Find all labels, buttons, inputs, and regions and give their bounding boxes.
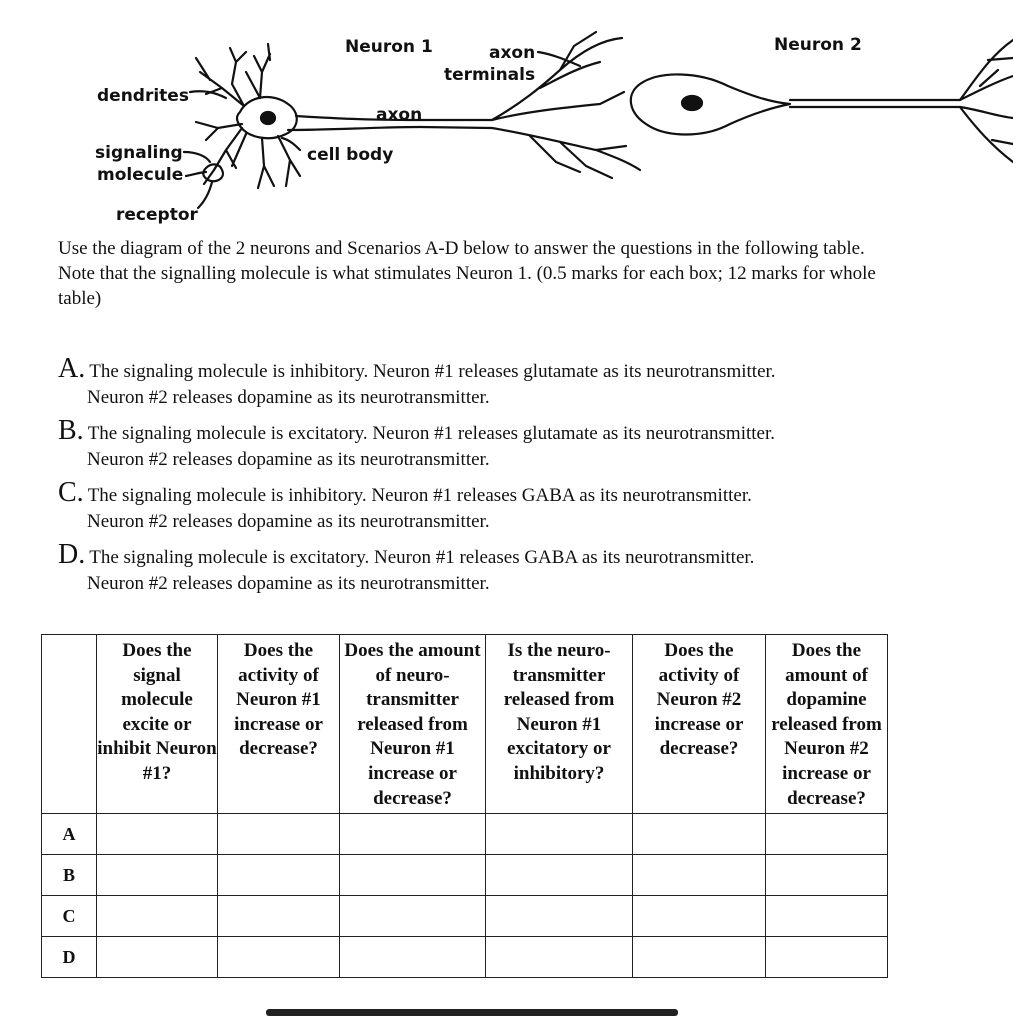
row-label-b: B: [42, 855, 97, 896]
leader-signaling: [184, 152, 210, 176]
header-signal-molecule: Does the signal molecule excite or inhibit Neuron #1?: [97, 635, 218, 814]
answer-cell[interactable]: [218, 896, 340, 937]
scenario-line: Neuron #2 releases dopamine as its neurotransmitter.: [87, 573, 490, 594]
table-row: [42, 896, 888, 937]
answer-cell[interactable]: [97, 937, 218, 978]
neuron2-cell-body: [631, 74, 790, 134]
table-header-row: [42, 635, 888, 814]
answer-cell[interactable]: [340, 937, 486, 978]
label-axon-terminals-1: axon: [489, 43, 536, 63]
scenario-d: [58, 539, 898, 597]
scenario-line: Neuron #2 releases dopamine as its neurotransmitter.: [87, 449, 490, 470]
header-cell-empty: [42, 635, 97, 814]
answer-cell[interactable]: [486, 855, 633, 896]
label-signaling: signaling: [95, 143, 183, 163]
label-molecule: molecule: [97, 165, 184, 185]
header-neurotransmitter-amount: Does the amount of neuro-transmitter released from Neuron #1 increase or decrease?: [340, 635, 486, 814]
answer-cell[interactable]: [340, 896, 486, 937]
table-row: [42, 937, 888, 978]
answer-cell[interactable]: [633, 937, 766, 978]
answer-cell[interactable]: [633, 896, 766, 937]
answer-cell[interactable]: [766, 814, 888, 855]
scenario-letter: B.: [58, 415, 84, 446]
answer-table: [41, 634, 888, 978]
horizontal-scrollbar[interactable]: [266, 1009, 678, 1016]
label-receptor: receptor: [116, 205, 198, 225]
scenario-line: The signaling molecule is inhibitory. Neuron #1 releases glutamate as its neurotransmitter.: [89, 361, 776, 382]
answer-cell[interactable]: [97, 896, 218, 937]
scenario-a: [58, 353, 898, 411]
neuron-diagram: [0, 0, 1013, 232]
instructions-text: Use the diagram of the 2 neurons and Scenarios A-D below to answer the questions in the following table. Note that the signalling molecule is what stimulates Neuron 1. (0.5 marks for each box; 12 marks for whole table): [58, 238, 876, 309]
scenario-line: The signaling molecule is excitatory. Neuron #1 releases glutamate as its neurotransmitter.: [87, 423, 775, 444]
answer-cell[interactable]: [486, 814, 633, 855]
row-label-c: C: [42, 896, 97, 937]
scenario-c: [58, 477, 898, 535]
scenario-letter: D.: [58, 539, 86, 570]
label-dendrites: dendrites: [97, 86, 189, 106]
neuron2-nucleus: [682, 96, 702, 110]
leader-dendrites: [190, 91, 226, 98]
header-dopamine-amount: Does the amount of dopamine released from Neuron #2 increase or decrease?: [766, 635, 888, 814]
label-axon: axon: [376, 105, 423, 125]
label-neuron2: Neuron 2: [774, 35, 862, 55]
answer-cell[interactable]: [486, 896, 633, 937]
label-axon-terminals-2: terminals: [444, 65, 536, 85]
answer-cell[interactable]: [218, 937, 340, 978]
neuron2-axon: [790, 100, 960, 107]
scenario-b: [58, 415, 898, 473]
answer-cell[interactable]: [766, 937, 888, 978]
neuron1-nucleus: [261, 112, 275, 124]
scenario-line: Neuron #2 releases dopamine as its neurotransmitter.: [87, 511, 490, 532]
scenario-letter: C.: [58, 477, 84, 508]
label-neuron1: Neuron 1: [345, 37, 433, 57]
label-cell-body: cell body: [307, 145, 394, 165]
answer-cell[interactable]: [218, 855, 340, 896]
answer-cell[interactable]: [340, 814, 486, 855]
scenario-line: Neuron #2 releases dopamine as its neurotransmitter.: [87, 387, 490, 408]
neuron1-dendrites: [196, 44, 300, 188]
leader-receptor: [198, 182, 212, 208]
scenario-letter: A.: [58, 353, 86, 384]
answer-cell[interactable]: [486, 937, 633, 978]
row-label-d: D: [42, 937, 97, 978]
answer-cell[interactable]: [97, 814, 218, 855]
header-neurotransmitter-type: Is the neuro-transmitter released from Neuron #1 excitatory or inhibitory?: [486, 635, 633, 814]
answer-cell[interactable]: [633, 855, 766, 896]
scenario-line: The signaling molecule is excitatory. Neuron #1 releases GABA as its neurotransmitter.: [89, 547, 755, 568]
header-neuron1-activity: Does the activity of Neuron #1 increase or decrease?: [218, 635, 340, 814]
table-row: [42, 855, 888, 896]
scenario-line: The signaling molecule is inhibitory. Neuron #1 releases GABA as its neurotransmitter.: [87, 485, 752, 506]
table-row: [42, 814, 888, 855]
header-neuron2-activity: Does the activity of Neuron #2 increase or decrease?: [633, 635, 766, 814]
row-label-a: A: [42, 814, 97, 855]
answer-cell[interactable]: [633, 814, 766, 855]
neuron2-axon-terminals: [960, 40, 1013, 162]
answer-cell[interactable]: [218, 814, 340, 855]
answer-cell[interactable]: [340, 855, 486, 896]
answer-cell[interactable]: [97, 855, 218, 896]
answer-cell[interactable]: [766, 855, 888, 896]
answer-cell[interactable]: [766, 896, 888, 937]
